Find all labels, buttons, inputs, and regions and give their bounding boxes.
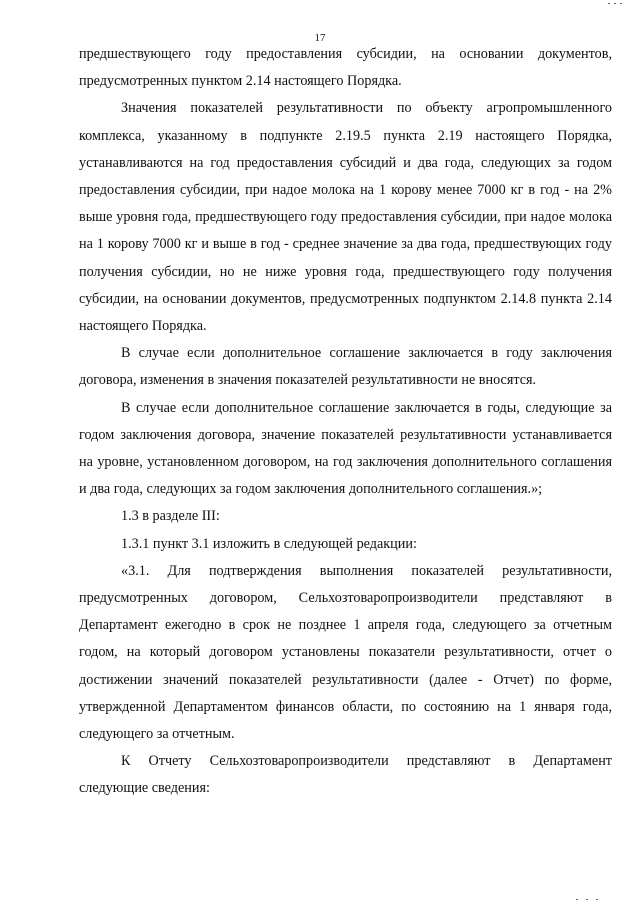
scan-mark [614,3,616,4]
scan-mark [620,3,622,4]
scan-mark [576,899,578,900]
paragraph-clause-3-1: 1.3.1 пункт 3.1 изложить в следующей редакции: [121,535,417,552]
paragraph-continuation: предшествующего году предоставления субсидии, на основании документов, предусмотренных пунктом 2.14 настоящего Порядка. [79,46,612,90]
paragraph-report-attachments: К Отчету Сельхозтоваропроизводители представляют в Департамент следующие сведения: [79,753,612,797]
paragraph-same-year-agreement: В случае если дополнительное соглашение заключается в году заключения договора, изменения в значения показателей результативности не вносятся. [79,345,612,389]
scan-mark [608,3,610,4]
paragraph-following-years-agreement: В случае если дополнительное соглашение заключается в годы, следующие за годом заключения договора, значение показателей результативности устанавливается на уровне, установленном договором, на год заключения дополнительного соглашения и два года, следующих за годом заключения дополнительного соглашения.»; [79,399,612,498]
page-number: 17 [314,32,326,44]
paragraph-report-requirement: «3.1. Для подтверждения выполнения показателей результативности, предусмотренных договором, Сельхозтоваропроизводители представляют в Департамент ежегодно в срок не позднее 1 апреля года, следующего за отчетным годом, на который договором установлены показатели результативности, отчет о достижении значений показателей результативности (далее - Отчет) по форме, утвержденной Департаментом финансов области, по состоянию на 1 января года, следующего за отчетным. [79,562,612,743]
document-body [79,41,612,803]
scan-mark [586,899,588,900]
paragraph-performance-indicators: Значения показателей результативности по объекту агропромышленного комплекса, указанному в подпункте 2.19.5 пункта 2.19 настоящего Порядка, устанавливаются на год предоставления субсидий и два года, следующих за годом предоставления субсидии, при надое молока на 1 корову менее 7000 кг в год - на 2% выше уровня года, предшествующего году предоставления субсидии, при надое молока на 1 корову 7000 кг и выше в год - среднее значение за два года, предшествующих году получения субсидии, но не ниже уровня года, предшествующего году получения субсидии, на основании документов, предусмотренных подпунктом 2.14.8 пункта 2.14 настоящего Порядка. [79,100,612,335]
scan-mark [596,899,598,900]
paragraph-section-3: 1.3 в разделе III: [121,508,220,525]
